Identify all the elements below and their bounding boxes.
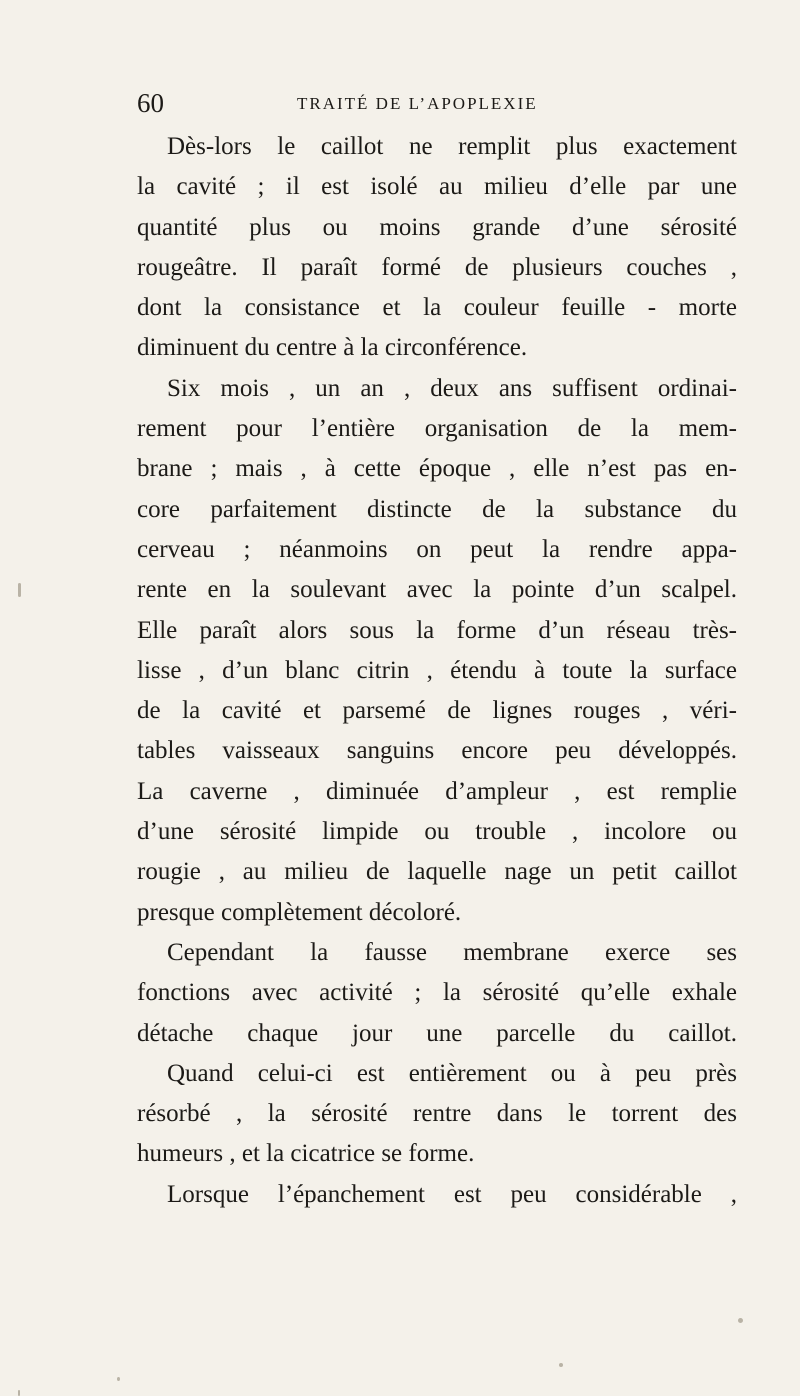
text-line: rougeâtre. Il paraît formé de plusieurs couches , xyxy=(137,253,737,281)
text-line: Cependant la fausse membrane exerce ses xyxy=(167,938,737,966)
page-header xyxy=(137,88,737,128)
text-line: Six mois , un an , deux ans suffisent ordinai- xyxy=(167,374,737,402)
paper-speck xyxy=(738,1318,743,1323)
text-line: d’une sérosité limpide ou trouble , incolore ou xyxy=(137,818,737,846)
body-text xyxy=(137,127,737,1215)
text-line: lisse , d’un blanc citrin , étendu à toute la surface xyxy=(137,656,737,684)
text-line: quantité plus ou moins grande d’une sérosité xyxy=(137,213,737,241)
paper-speck xyxy=(117,1377,120,1381)
text-line: résorbé , la sérosité rentre dans le torrent des xyxy=(137,1100,737,1128)
text-line: fonctions avec activité ; la sérosité qu’elle exhale xyxy=(137,979,737,1007)
text-line: la cavité ; il est isolé au milieu d’elle par une xyxy=(137,173,737,201)
paper-speck xyxy=(18,1390,20,1396)
text-line: de la cavité et parsemé de lignes rouges , véri- xyxy=(137,697,737,725)
text-line: dont la consistance et la couleur feuille - morte xyxy=(137,294,737,322)
paper-speck xyxy=(18,583,21,597)
paper-speck xyxy=(559,1363,563,1367)
text-line: détache chaque jour une parcelle du caillot. xyxy=(137,1019,737,1047)
text-line: tables vaisseaux sanguins encore peu développés. xyxy=(137,737,737,765)
text-line: core parfaitement distincte de la substance du xyxy=(137,495,737,523)
text-line: diminuent du centre à la circonférence. xyxy=(137,334,528,362)
text-line: rougie , au milieu de laquelle nage un petit caillot xyxy=(137,858,737,886)
text-line: Dès-lors le caillot ne remplit plus exactement xyxy=(167,133,737,160)
text-line: humeurs , et la cicatrice se forme. xyxy=(137,1140,475,1168)
text-line: cerveau ; néanmoins on peut la rendre appa- xyxy=(137,535,737,563)
text-line: Lorsque l’épanchement est peu considérable , xyxy=(167,1180,737,1208)
page-number: 60 xyxy=(137,88,164,118)
text-line: La caverne , diminuée d’ampleur , est remplie xyxy=(137,777,737,805)
text-line: rement pour l’entière organisation de la mem- xyxy=(137,415,737,443)
running-title: TRAITÉ DE L’APOPLEXIE xyxy=(297,94,538,113)
text-line: presque complètement décoloré. xyxy=(137,898,462,926)
text-line: Quand celui-ci est entièrement ou à peu près xyxy=(167,1059,737,1087)
text-line: Elle paraît alors sous la forme d’un réseau très- xyxy=(137,616,737,644)
text-line: rente en la soulevant avec la pointe d’un scalpel. xyxy=(137,576,737,604)
text-line: brane ; mais , à cette époque , elle n’est pas en- xyxy=(137,455,737,483)
